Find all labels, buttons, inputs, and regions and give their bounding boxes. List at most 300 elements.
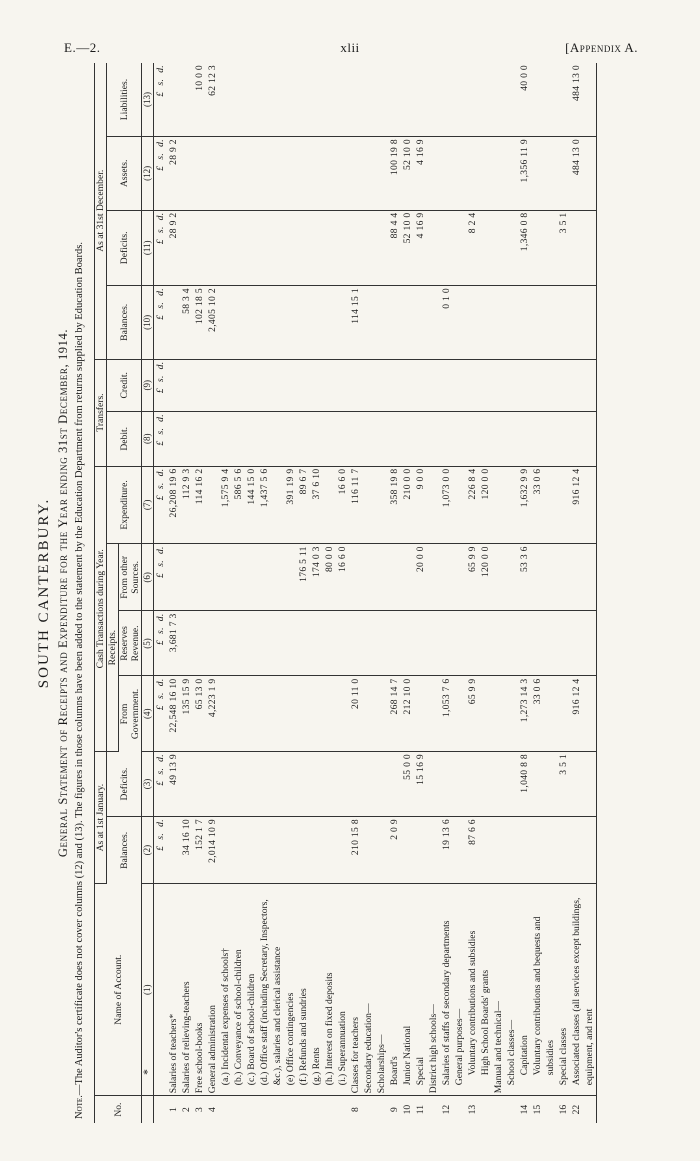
amount-col-13 bbox=[180, 63, 193, 137]
amount-col-7 bbox=[375, 466, 388, 544]
amount-col-10 bbox=[518, 286, 531, 359]
amount-col-3 bbox=[206, 752, 219, 817]
row-number bbox=[258, 1096, 284, 1123]
header-reserves-revenue: Reserves Revenue. bbox=[119, 611, 142, 676]
currency-unit: £ bbox=[155, 440, 166, 446]
account-name: (g.) Rents bbox=[310, 884, 323, 1096]
amount-col-2: 152 1 7 bbox=[193, 817, 206, 884]
amount-col-10: 114 15 1 bbox=[349, 286, 362, 359]
account-name: (a.) Incidental expenses of schools† bbox=[219, 884, 232, 1096]
amount-col-13 bbox=[336, 63, 349, 137]
amount-col-2 bbox=[258, 817, 284, 884]
currency-unit: s. bbox=[155, 692, 166, 699]
column-number: (11) bbox=[142, 210, 154, 286]
column-number: (8) bbox=[142, 412, 154, 467]
amount-col-7 bbox=[323, 466, 336, 544]
amount-col-5 bbox=[284, 611, 297, 676]
amount-col-11 bbox=[180, 210, 193, 286]
amount-col-12: 28 9 2 bbox=[167, 137, 180, 210]
currency-unit: d. bbox=[155, 288, 166, 296]
amount-col-8 bbox=[466, 412, 479, 467]
amount-col-8 bbox=[232, 412, 245, 467]
amount-col-3 bbox=[336, 752, 349, 817]
amount-col-5 bbox=[570, 611, 597, 676]
amount-col-2 bbox=[401, 817, 414, 884]
amount-col-7 bbox=[362, 466, 375, 544]
amount-col-13 bbox=[414, 63, 427, 137]
amount-col-13 bbox=[232, 63, 245, 137]
empty-cell bbox=[154, 1096, 168, 1123]
amount-col-5 bbox=[388, 611, 401, 676]
amount-col-5 bbox=[193, 611, 206, 676]
amount-col-4: 212 10 0 bbox=[401, 676, 414, 752]
header-from-government: From Government. bbox=[119, 676, 142, 752]
page-header-right: [Appendix A. bbox=[565, 40, 638, 55]
amount-col-11 bbox=[349, 210, 362, 286]
currency-unit: d. bbox=[155, 361, 166, 370]
amount-col-2 bbox=[310, 817, 323, 884]
amount-col-7: 1,073 0 0 bbox=[440, 466, 453, 544]
amount-col-10 bbox=[284, 286, 297, 359]
header-deficits-jan: Deficits. bbox=[107, 752, 142, 817]
amount-col-9 bbox=[206, 359, 219, 411]
amount-col-12 bbox=[258, 137, 284, 210]
currency-unit: d. bbox=[155, 414, 166, 422]
amount-col-9 bbox=[375, 359, 388, 411]
amount-col-12 bbox=[505, 137, 518, 210]
amount-col-13 bbox=[375, 63, 388, 137]
table-row bbox=[375, 63, 388, 1123]
header-no: No. bbox=[95, 1096, 142, 1123]
amount-col-12 bbox=[232, 137, 245, 210]
row-number bbox=[427, 1096, 440, 1123]
amount-col-2 bbox=[505, 817, 518, 884]
amount-col-10 bbox=[245, 286, 258, 359]
row-number bbox=[219, 1096, 232, 1123]
amount-col-9 bbox=[440, 359, 453, 411]
rotated-statement bbox=[30, 63, 670, 1123]
amount-col-2 bbox=[167, 817, 180, 884]
page-header-left: E.—2. bbox=[64, 40, 101, 55]
amount-col-3: 15 16 9 bbox=[414, 752, 427, 817]
amount-col-3 bbox=[492, 752, 505, 817]
amount-col-4: 4,223 1 9 bbox=[206, 676, 219, 752]
table-row bbox=[258, 63, 284, 1123]
row-number: 14 bbox=[519, 1104, 530, 1115]
currency-units bbox=[154, 676, 168, 752]
table-row bbox=[388, 63, 401, 1123]
table-row bbox=[557, 63, 570, 1123]
amount-col-8 bbox=[375, 412, 388, 467]
amount-col-10 bbox=[505, 286, 518, 359]
amount-col-6 bbox=[180, 544, 193, 611]
amount-col-11 bbox=[245, 210, 258, 286]
amount-col-5 bbox=[323, 611, 336, 676]
amount-col-3 bbox=[180, 752, 193, 817]
column-number: (13) bbox=[142, 63, 154, 137]
amount-col-4 bbox=[310, 676, 323, 752]
amount-col-4 bbox=[453, 676, 466, 752]
amount-col-6 bbox=[193, 544, 206, 611]
amount-col-2: 2 0 9 bbox=[388, 817, 401, 884]
amount-col-9 bbox=[557, 359, 570, 411]
amount-col-9 bbox=[284, 359, 297, 411]
currency-unit: s. bbox=[155, 427, 166, 435]
amount-col-4 bbox=[492, 676, 505, 752]
currency-unit: £ bbox=[155, 91, 166, 97]
amount-col-8 bbox=[349, 412, 362, 467]
amount-col-8 bbox=[297, 412, 310, 467]
amount-col-5 bbox=[440, 611, 453, 676]
amount-col-7: 916 12 4 bbox=[570, 466, 597, 544]
amount-col-7 bbox=[427, 466, 440, 544]
amount-col-8 bbox=[245, 412, 258, 467]
amount-col-10: 0 1 0 bbox=[440, 286, 453, 359]
amount-col-11 bbox=[492, 210, 505, 286]
currency-unit: s. bbox=[155, 301, 166, 309]
row-number bbox=[362, 1096, 375, 1123]
account-name: (i.) Superannuation bbox=[336, 884, 349, 1096]
table-row bbox=[414, 63, 427, 1123]
amount-col-12 bbox=[206, 137, 219, 210]
row-number: 16 bbox=[558, 1104, 569, 1115]
table-header bbox=[95, 63, 154, 1123]
currency-unit: s. bbox=[155, 226, 166, 234]
amount-col-7: 210 0 0 bbox=[401, 466, 414, 544]
account-name: Capitation bbox=[518, 884, 531, 1096]
amount-col-5: 3,681 7 3 bbox=[167, 611, 180, 676]
statement-table bbox=[94, 63, 597, 1123]
amount-col-7: 391 19 9 bbox=[284, 466, 297, 544]
currency-units-row bbox=[154, 63, 168, 1123]
amount-col-2 bbox=[323, 817, 336, 884]
amount-col-4: 20 11 0 bbox=[349, 676, 362, 752]
row-number bbox=[375, 1096, 388, 1123]
account-name: Associated classes (all services except buildings, equipment, and rent bbox=[570, 884, 597, 1096]
amount-col-9 bbox=[505, 359, 518, 411]
amount-col-9 bbox=[180, 359, 193, 411]
amount-col-7: 358 19 8 bbox=[388, 466, 401, 544]
amount-col-10 bbox=[466, 286, 479, 359]
amount-col-13 bbox=[427, 63, 440, 137]
amount-col-10: 2,405 10 2 bbox=[206, 286, 219, 359]
table-row bbox=[570, 63, 597, 1123]
amount-col-7: 144 15 0 bbox=[245, 466, 258, 544]
amount-col-11 bbox=[570, 210, 597, 286]
amount-col-9 bbox=[362, 359, 375, 411]
table-row bbox=[518, 63, 531, 1123]
amount-col-5 bbox=[362, 611, 375, 676]
account-name: General administration bbox=[206, 884, 219, 1096]
empty-cell bbox=[154, 884, 168, 1096]
amount-col-11 bbox=[453, 210, 466, 286]
amount-col-8 bbox=[206, 412, 219, 467]
amount-col-2: 87 6 6 bbox=[466, 817, 479, 884]
column-number: (5) bbox=[142, 611, 154, 676]
amount-col-13 bbox=[167, 63, 180, 137]
amount-col-10 bbox=[310, 286, 323, 359]
amount-col-7 bbox=[505, 466, 518, 544]
amount-col-6 bbox=[505, 544, 518, 611]
account-name: (e) Office contingencies bbox=[284, 884, 297, 1096]
amount-col-3 bbox=[349, 752, 362, 817]
amount-col-4 bbox=[414, 676, 427, 752]
amount-col-13 bbox=[388, 63, 401, 137]
amount-col-6 bbox=[492, 544, 505, 611]
amount-col-3 bbox=[362, 752, 375, 817]
amount-col-6 bbox=[284, 544, 297, 611]
amount-col-8 bbox=[167, 412, 180, 467]
currency-unit: d. bbox=[155, 212, 166, 221]
column-number: (4) bbox=[142, 676, 154, 752]
amount-col-9 bbox=[570, 359, 597, 411]
account-name: (b.) Conveyance of school-children bbox=[232, 884, 245, 1096]
amount-col-7: 1,437 5 6 bbox=[258, 466, 284, 544]
currency-units bbox=[154, 137, 168, 210]
amount-col-10 bbox=[258, 286, 284, 359]
account-name: Special bbox=[414, 884, 427, 1096]
amount-col-13 bbox=[440, 63, 453, 137]
amount-col-13 bbox=[557, 63, 570, 137]
table-row bbox=[232, 63, 245, 1123]
account-name: Salaries of relieving-teachers bbox=[180, 884, 193, 1096]
amount-col-6 bbox=[375, 544, 388, 611]
account-name: Secondary education— bbox=[362, 884, 375, 1096]
amount-col-9 bbox=[531, 359, 557, 411]
currency-units bbox=[154, 466, 168, 544]
amount-col-5 bbox=[466, 611, 479, 676]
row-number: 12 bbox=[441, 1104, 452, 1115]
amount-col-6: 65 9 9 bbox=[466, 544, 479, 611]
currency-units bbox=[154, 412, 168, 467]
region-title: SOUTH CANTERBURY. bbox=[36, 497, 52, 689]
amount-col-5 bbox=[453, 611, 466, 676]
amount-col-10 bbox=[323, 286, 336, 359]
amount-col-3 bbox=[505, 752, 518, 817]
amount-col-12 bbox=[557, 137, 570, 210]
row-number bbox=[505, 1096, 518, 1123]
amount-col-9 bbox=[245, 359, 258, 411]
row-number: 8 bbox=[350, 1107, 361, 1113]
row-number bbox=[323, 1096, 336, 1123]
amount-col-4 bbox=[557, 676, 570, 752]
amount-col-2 bbox=[232, 817, 245, 884]
row-number bbox=[284, 1096, 297, 1123]
column-number bbox=[142, 1096, 154, 1123]
amount-col-8 bbox=[414, 412, 427, 467]
account-name: Manual and technical— bbox=[492, 884, 505, 1096]
amount-col-2: 19 13 6 bbox=[440, 817, 453, 884]
currency-units bbox=[154, 63, 168, 137]
currency-unit: £ bbox=[155, 705, 166, 711]
amount-col-8 bbox=[427, 412, 440, 467]
amount-col-11 bbox=[427, 210, 440, 286]
column-number: (6) bbox=[142, 544, 154, 611]
amount-col-11 bbox=[284, 210, 297, 286]
currency-unit: d. bbox=[155, 613, 166, 622]
amount-col-2 bbox=[453, 817, 466, 884]
account-name: Voluntary contributions and subsidies bbox=[466, 884, 479, 1096]
amount-col-8 bbox=[323, 412, 336, 467]
amount-col-7: 16 6 0 bbox=[336, 466, 349, 544]
table-row bbox=[284, 63, 297, 1123]
amount-col-2 bbox=[297, 817, 310, 884]
note-text: —The Auditor's certificate does not cover columns (12) and (13). The figures in those columns have been added to the statement by the Education Department from returns supplied by Education Boards. bbox=[74, 242, 85, 1096]
header-debit: Debit. bbox=[107, 412, 142, 467]
currency-unit: £ bbox=[155, 780, 166, 786]
amount-col-7: 112 9 3 bbox=[180, 466, 193, 544]
amount-col-8 bbox=[219, 412, 232, 467]
row-number bbox=[479, 1096, 492, 1123]
amount-col-5 bbox=[219, 611, 232, 676]
amount-col-4 bbox=[219, 676, 232, 752]
account-name: Board's bbox=[388, 884, 401, 1096]
amount-col-11 bbox=[375, 210, 388, 286]
account-name: (c.) Board of school-children bbox=[245, 884, 258, 1096]
amount-col-10 bbox=[297, 286, 310, 359]
amount-col-9 bbox=[453, 359, 466, 411]
table-row bbox=[453, 63, 466, 1123]
table-row bbox=[362, 63, 375, 1123]
amount-col-13 bbox=[245, 63, 258, 137]
page-number: xlii bbox=[340, 40, 360, 55]
amount-col-6 bbox=[427, 544, 440, 611]
amount-col-6 bbox=[349, 544, 362, 611]
amount-col-5 bbox=[375, 611, 388, 676]
amount-col-8 bbox=[258, 412, 284, 467]
row-number: 11 bbox=[415, 1104, 426, 1115]
account-name: (f.) Refunds and sundries bbox=[297, 884, 310, 1096]
header-credit: Credit. bbox=[107, 359, 142, 411]
column-number: (12) bbox=[142, 137, 154, 210]
amount-col-7: 26,208 19 6 bbox=[167, 466, 180, 544]
amount-col-13 bbox=[323, 63, 336, 137]
column-number: (1) bbox=[142, 884, 154, 1096]
amount-col-2 bbox=[479, 817, 492, 884]
amount-col-11: 52 10 0 bbox=[401, 210, 414, 286]
currency-unit: s. bbox=[155, 375, 166, 383]
amount-col-3 bbox=[453, 752, 466, 817]
amount-col-2 bbox=[375, 817, 388, 884]
amount-col-10 bbox=[570, 286, 597, 359]
amount-col-6 bbox=[167, 544, 180, 611]
currency-unit: d. bbox=[155, 819, 166, 827]
amount-col-2: 2,014 10 9 bbox=[206, 817, 219, 884]
amount-col-4: 22,548 16 10 bbox=[167, 676, 180, 752]
amount-col-13: 10 0 0 bbox=[193, 63, 206, 137]
account-name: (d.) Office staff (including Secretary, Inspectors, &c.), salaries and clerical assistance bbox=[258, 884, 284, 1096]
amount-col-12: 1,356 11 9 bbox=[518, 137, 531, 210]
row-number bbox=[336, 1096, 349, 1123]
currency-unit: s. bbox=[155, 832, 166, 840]
amount-col-11 bbox=[440, 210, 453, 286]
table-row bbox=[479, 63, 492, 1123]
amount-col-7: 9 0 0 bbox=[414, 466, 427, 544]
account-name: Special classes bbox=[557, 884, 570, 1096]
amount-col-11: 8 2 4 bbox=[466, 210, 479, 286]
currency-units bbox=[154, 544, 168, 611]
amount-col-5 bbox=[245, 611, 258, 676]
table-row bbox=[193, 63, 206, 1123]
amount-col-8 bbox=[570, 412, 597, 467]
column-number: (2) bbox=[142, 817, 154, 884]
table-row bbox=[297, 63, 310, 1123]
table-row bbox=[440, 63, 453, 1123]
amount-col-8 bbox=[336, 412, 349, 467]
amount-col-7: 37 6 10 bbox=[310, 466, 323, 544]
header-cash: Cash Transactions during Year. bbox=[95, 466, 107, 751]
amount-col-8 bbox=[401, 412, 414, 467]
currency-unit: d. bbox=[155, 139, 166, 147]
amount-col-12 bbox=[362, 137, 375, 210]
amount-col-10 bbox=[427, 286, 440, 359]
amount-col-12 bbox=[310, 137, 323, 210]
amount-col-5 bbox=[232, 611, 245, 676]
currency-unit: £ bbox=[155, 388, 166, 394]
currency-unit: d. bbox=[155, 546, 166, 555]
amount-col-4 bbox=[297, 676, 310, 752]
amount-col-6 bbox=[219, 544, 232, 611]
amount-col-3 bbox=[531, 752, 557, 817]
amount-col-8 bbox=[479, 412, 492, 467]
amount-col-3 bbox=[232, 752, 245, 817]
amount-col-3: 49 13 9 bbox=[167, 752, 180, 817]
amount-col-5 bbox=[531, 611, 557, 676]
row-number: 15 bbox=[532, 1104, 543, 1115]
amount-col-9 bbox=[492, 359, 505, 411]
amount-col-12 bbox=[297, 137, 310, 210]
amount-col-13: 40 0 0 bbox=[518, 63, 531, 137]
amount-col-5 bbox=[518, 611, 531, 676]
amount-col-13: 484 13 0 bbox=[570, 63, 597, 137]
header-jan1: As at 1st January. bbox=[95, 752, 107, 884]
currency-unit: s. bbox=[155, 560, 166, 567]
amount-col-4: 1,273 14 3 bbox=[518, 676, 531, 752]
currency-unit: d. bbox=[155, 678, 166, 687]
amount-col-12 bbox=[427, 137, 440, 210]
amount-col-7: 120 0 0 bbox=[479, 466, 492, 544]
amount-col-5 bbox=[492, 611, 505, 676]
amount-col-12: 52 10 0 bbox=[401, 137, 414, 210]
amount-col-8 bbox=[284, 412, 297, 467]
amount-col-9 bbox=[219, 359, 232, 411]
amount-col-8 bbox=[193, 412, 206, 467]
amount-col-10 bbox=[388, 286, 401, 359]
row-number: 13 bbox=[467, 1104, 478, 1115]
table-row bbox=[245, 63, 258, 1123]
amount-col-6: 16 6 0 bbox=[336, 544, 349, 611]
amount-col-4 bbox=[479, 676, 492, 752]
currency-unit: s. bbox=[155, 627, 166, 634]
amount-col-3 bbox=[570, 752, 597, 817]
header-account: Name of Account. bbox=[95, 884, 142, 1096]
statement-title: General Statement of Receipts and Expenditure for the Year ending 31st December, 1914. bbox=[56, 328, 70, 858]
amount-col-10 bbox=[375, 286, 388, 359]
amount-col-4: 65 13 0 bbox=[193, 676, 206, 752]
amount-col-5 bbox=[258, 611, 284, 676]
amount-col-3 bbox=[466, 752, 479, 817]
amount-col-3 bbox=[323, 752, 336, 817]
account-name: General purposes— bbox=[453, 884, 466, 1096]
table-row bbox=[167, 63, 180, 1123]
table-row bbox=[323, 63, 336, 1123]
row-number: 2 bbox=[181, 1107, 192, 1113]
amount-col-3 bbox=[258, 752, 284, 817]
amount-col-11 bbox=[206, 210, 219, 286]
amount-col-10 bbox=[492, 286, 505, 359]
table-row bbox=[310, 63, 323, 1123]
amount-col-11 bbox=[362, 210, 375, 286]
